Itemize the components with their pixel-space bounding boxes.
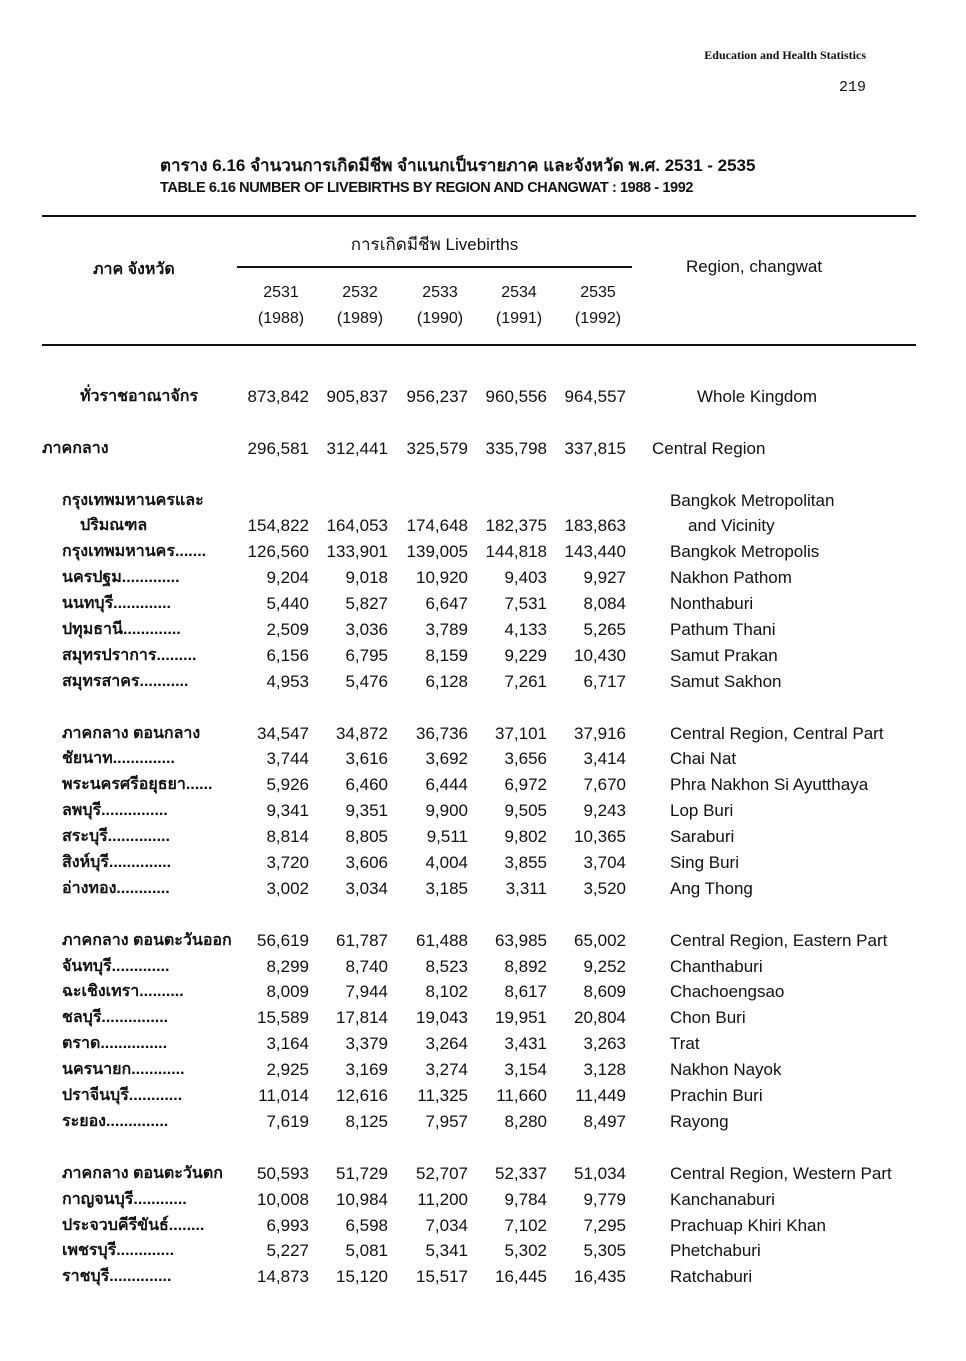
row-label-english: Phetchaburi (670, 1241, 761, 1261)
row-label-thai: ภาคกลาง ตอนตะวันตก (62, 1164, 223, 1182)
table-row (0, 643, 966, 669)
row-label-thai: ตราด............... (62, 1035, 168, 1053)
livebirths-value: 9,018 (345, 568, 388, 588)
livebirths-value: 143,440 (564, 542, 626, 562)
table-group (0, 1161, 966, 1290)
row-label-english: Chai Nat (670, 749, 737, 769)
livebirths-value: 3,034 (345, 878, 388, 898)
livebirths-value: 10,430 (574, 645, 626, 665)
row-label-english: Prachuap Khiri Khan (670, 1215, 826, 1235)
livebirths-value: 5,305 (583, 1241, 626, 1261)
year-header-ce: (1990) (416, 310, 464, 327)
row-label-thai: ชลบุรี............... (62, 1009, 169, 1027)
livebirths-value: 3,036 (345, 620, 388, 640)
table-row (0, 1187, 966, 1213)
row-label-thai: สระบุรี.............. (62, 828, 170, 846)
livebirths-value: 8,102 (425, 982, 468, 1002)
table-row (0, 436, 966, 462)
livebirths-value: 19,951 (495, 1008, 547, 1028)
row-label-english: Saraburi (670, 827, 735, 847)
livebirths-value: 164,053 (326, 516, 388, 536)
row-label-english: Samut Prakan (670, 645, 778, 665)
livebirths-value: 37,916 (574, 723, 626, 743)
year-header-ce: (1989) (336, 310, 384, 327)
livebirths-value: 6,444 (425, 775, 468, 795)
livebirths-value: 964,557 (564, 387, 626, 406)
livebirths-value: 5,341 (425, 1241, 468, 1261)
livebirths-value: 5,302 (504, 1241, 547, 1261)
livebirths-value: 126,560 (247, 542, 309, 562)
header-bottom-rule (42, 344, 916, 346)
livebirths-value: 3,164 (266, 1034, 309, 1054)
livebirths-value: 34,872 (336, 723, 388, 743)
table-row (0, 746, 966, 772)
row-label-english: Kanchanaburi (670, 1189, 775, 1209)
livebirths-value: 61,488 (416, 930, 468, 950)
table-group (0, 721, 966, 902)
livebirths-value: 8,805 (345, 827, 388, 847)
livebirths-value: 50,593 (257, 1163, 309, 1183)
livebirths-value: 17,814 (336, 1008, 388, 1028)
row-label-english: Central Region, Central Part (670, 723, 884, 743)
row-label-thai: ราชบุรี.............. (62, 1268, 172, 1286)
livebirths-value: 3,606 (345, 853, 388, 873)
row-label-english: Pathum Thani (670, 620, 776, 640)
livebirths-value: 182,375 (485, 516, 547, 536)
table-body (0, 384, 966, 1290)
table-row (0, 1213, 966, 1239)
row-label-thai: เพชรบุรี............. (62, 1242, 175, 1260)
year-header-ce: (1992) (574, 310, 622, 327)
livebirths-value: 15,120 (336, 1267, 388, 1287)
table-group (0, 488, 966, 695)
livebirths-value: 154,822 (247, 516, 309, 536)
livebirths-value: 3,185 (425, 878, 468, 898)
livebirths-value: 7,670 (583, 775, 626, 795)
table-group (0, 436, 966, 462)
livebirths-value: 5,081 (345, 1241, 388, 1261)
livebirths-value: 15,517 (416, 1267, 468, 1287)
row-label-thai: กรุงเทพมหานครและ (62, 491, 204, 509)
table-row (0, 824, 966, 850)
table-row (0, 513, 966, 539)
table-row (0, 721, 966, 747)
livebirths-value: 10,365 (574, 827, 626, 847)
table-row (0, 954, 966, 980)
livebirths-value: 9,341 (266, 801, 309, 821)
livebirths-value: 3,616 (345, 749, 388, 769)
row-label-english: Ratchaburi (670, 1267, 753, 1287)
row-label-thai: สิงห์บุรี.............. (62, 854, 172, 872)
livebirths-value: 10,008 (257, 1189, 309, 1209)
livebirths-value: 5,440 (266, 594, 309, 614)
livebirths-value: 2,509 (266, 620, 309, 640)
table-top-rule (42, 215, 916, 217)
year-header-be: 2531 (263, 284, 299, 301)
livebirths-value: 16,445 (495, 1267, 547, 1287)
livebirths-value: 14,873 (257, 1267, 309, 1287)
livebirths-value: 9,511 (426, 827, 468, 847)
row-label-thai: ทั่วราชอาณาจักร (80, 388, 199, 405)
livebirths-value: 9,802 (504, 827, 547, 847)
table-group (0, 384, 966, 410)
table-row (0, 1005, 966, 1031)
livebirths-value: 183,863 (564, 516, 626, 536)
row-label-english: Chanthaburi (670, 956, 763, 976)
livebirths-value: 9,900 (425, 801, 468, 821)
livebirths-value: 2,925 (266, 1060, 309, 1080)
livebirths-value: 3,855 (504, 853, 547, 873)
livebirths-value: 8,523 (425, 956, 468, 976)
livebirths-value: 8,084 (583, 594, 626, 614)
livebirths-value: 63,985 (495, 930, 547, 950)
livebirths-value: 3,789 (425, 620, 468, 640)
livebirths-value: 905,837 (326, 387, 388, 406)
livebirths-value: 5,227 (266, 1241, 309, 1261)
table-row (0, 1083, 966, 1109)
livebirths-value: 5,476 (345, 671, 388, 691)
row-label-english: Chon Buri (670, 1008, 746, 1028)
year-header-be: 2533 (422, 284, 458, 301)
livebirths-value: 3,169 (345, 1060, 388, 1080)
livebirths-value: 3,520 (583, 878, 626, 898)
livebirths-value: 6,647 (425, 594, 468, 614)
livebirths-value: 65,002 (574, 930, 626, 950)
livebirths-value: 3,263 (583, 1034, 626, 1054)
livebirths-value: 16,435 (574, 1267, 626, 1287)
livebirths-value: 133,901 (326, 542, 388, 562)
row-label-english: Sing Buri (670, 853, 739, 873)
table-title-english: TABLE 6.16 NUMBER OF LIVEBIRTHS BY REGION AND CHANGWAT : 1988 - 1992 (160, 180, 694, 196)
table-row (0, 591, 966, 617)
livebirths-value: 37,101 (495, 723, 547, 743)
livebirths-value: 7,619 (266, 1111, 309, 1131)
livebirths-value: 7,957 (425, 1111, 468, 1131)
row-label-thai: อ่างทอง............ (62, 879, 170, 897)
table-row (0, 1031, 966, 1057)
livebirths-value: 174,648 (406, 516, 468, 536)
livebirths-value: 5,265 (583, 620, 626, 640)
livebirths-value: 15,589 (257, 1008, 309, 1028)
livebirths-value: 3,311 (505, 878, 547, 898)
livebirths-value: 8,892 (504, 956, 547, 976)
row-label-english: Lop Buri (670, 801, 734, 821)
livebirths-value: 7,944 (345, 982, 388, 1002)
livebirths-value: 3,002 (266, 878, 309, 898)
livebirths-value: 56,619 (257, 930, 309, 950)
region-column-header-english: Region, changwat (686, 257, 823, 276)
livebirths-value: 144,818 (485, 542, 547, 562)
livebirths-value: 8,814 (266, 827, 309, 847)
livebirths-value: 312,441 (326, 438, 388, 458)
row-label-english: Central Region, Western Part (670, 1163, 892, 1183)
livebirths-value: 3,414 (583, 749, 626, 769)
livebirths-value: 51,034 (574, 1163, 626, 1183)
row-label-thai: ชัยนาท.............. (62, 750, 175, 768)
livebirths-value: 3,704 (583, 853, 626, 873)
row-label-thai: นครนายก............ (62, 1061, 185, 1079)
livebirths-value: 52,337 (495, 1163, 547, 1183)
livebirths-value: 19,043 (416, 1008, 468, 1028)
row-label-thai: กาญจนบุรี............ (62, 1190, 187, 1208)
livebirths-value: 6,156 (266, 645, 309, 665)
table-row (0, 539, 966, 565)
livebirths-value: 7,531 (504, 594, 547, 614)
row-label-thai: ระยอง.............. (62, 1112, 169, 1130)
livebirths-value: 51,729 (336, 1163, 388, 1183)
row-label-english: Whole Kingdom (697, 387, 818, 406)
row-label-thai: ปริมณฑล (80, 517, 148, 535)
row-label-english: Bangkok Metropolis (670, 542, 820, 562)
year-header-ce: (1988) (257, 310, 305, 327)
row-label-english: Nakhon Nayok (670, 1060, 782, 1080)
livebirths-value: 12,616 (336, 1086, 388, 1106)
year-header-be: 2534 (501, 284, 537, 301)
row-label-thai: ลพบุรี............... (62, 802, 168, 820)
livebirths-value: 6,993 (266, 1215, 309, 1235)
livebirths-value: 6,460 (345, 775, 388, 795)
livebirths-value: 956,237 (406, 387, 468, 406)
table-row (0, 1264, 966, 1290)
livebirths-value: 3,154 (504, 1060, 547, 1080)
livebirths-value: 3,128 (583, 1060, 626, 1080)
livebirths-value: 5,827 (345, 594, 388, 614)
livebirths-value: 6,598 (345, 1215, 388, 1235)
livebirths-value: 4,133 (504, 620, 547, 640)
table-row (0, 488, 966, 514)
livebirths-value: 960,556 (485, 387, 547, 406)
livebirths-value: 6,717 (583, 671, 626, 691)
livebirths-value: 325,579 (406, 438, 468, 458)
table-row (0, 617, 966, 643)
table-row (0, 1238, 966, 1264)
livebirths-value: 11,449 (575, 1086, 626, 1106)
row-label-english: Phra Nakhon Si Ayutthaya (670, 775, 869, 795)
running-header: Education and Health Statistics (704, 48, 866, 62)
table-row (0, 772, 966, 798)
row-label-english: Central Region (652, 438, 766, 458)
livebirths-value: 6,972 (504, 775, 547, 795)
livebirths-value: 8,280 (504, 1111, 547, 1131)
year-header-be: 2535 (580, 284, 616, 301)
table-row (0, 979, 966, 1005)
livebirths-value: 61,787 (336, 930, 388, 950)
livebirths-value: 5,926 (266, 775, 309, 795)
table-row (0, 850, 966, 876)
livebirths-value: 9,403 (504, 568, 547, 588)
livebirths-value: 7,261 (504, 671, 547, 691)
livebirths-value: 3,274 (425, 1060, 468, 1080)
livebirths-value: 8,125 (345, 1111, 388, 1131)
livebirths-value: 3,431 (504, 1034, 547, 1054)
livebirths-value: 7,102 (504, 1215, 547, 1235)
livebirths-value: 10,920 (416, 568, 468, 588)
livebirths-value: 7,034 (425, 1215, 468, 1235)
livebirths-value: 9,243 (583, 801, 626, 821)
row-label-thai: นครปฐม............. (62, 569, 180, 587)
livebirths-value: 3,692 (425, 749, 468, 769)
year-header-be: 2532 (342, 284, 378, 301)
livebirths-value: 8,617 (504, 982, 547, 1002)
livebirths-column-group-header: การเกิดมีชีพ Livebirths (350, 235, 519, 254)
table-row (0, 1057, 966, 1083)
row-label-english: Ang Thong (670, 878, 753, 898)
livebirths-value: 6,128 (425, 671, 468, 691)
livebirths-value: 3,720 (266, 853, 309, 873)
table-row (0, 1161, 966, 1187)
livebirths-value: 337,815 (564, 438, 626, 458)
livebirths-value: 873,842 (247, 387, 309, 406)
livebirths-value: 20,804 (574, 1008, 626, 1028)
livebirths-value: 8,609 (583, 982, 626, 1002)
livebirths-value: 36,736 (416, 723, 468, 743)
row-label-english: Chachoengsao (670, 982, 785, 1002)
row-label-english: Nakhon Pathom (670, 568, 792, 588)
livebirths-value: 3,744 (266, 749, 309, 769)
livebirths-value: 9,784 (504, 1189, 547, 1209)
livebirths-value: 8,497 (583, 1111, 626, 1131)
livebirths-value: 52,707 (416, 1163, 468, 1183)
row-label-english: Rayong (670, 1111, 729, 1131)
livebirths-value: 6,795 (345, 645, 388, 665)
livebirths-value: 335,798 (485, 438, 547, 458)
row-label-english: Bangkok Metropolitan (670, 490, 835, 510)
livebirths-value: 8,159 (425, 645, 468, 665)
livebirths-value: 3,264 (425, 1034, 468, 1054)
table-row (0, 565, 966, 591)
row-label-english: Samut Sakhon (670, 671, 782, 691)
table-row (0, 928, 966, 954)
table-title-thai: ตาราง 6.16 จำนวนการเกิดมีชีพ จำแนกเป็นรายภาค และจังหวัด พ.ศ. 2531 - 2535 (160, 156, 756, 175)
page-number: 219 (838, 79, 866, 96)
livebirths-value: 34,547 (257, 723, 309, 743)
region-column-header-thai: ภาค จังหวัด (93, 261, 175, 278)
table-row (0, 669, 966, 695)
row-label-thai: พระนครศรีอยุธยา...... (62, 776, 213, 794)
livebirths-value: 8,009 (266, 982, 309, 1002)
livebirths-value: 9,927 (583, 568, 626, 588)
livebirths-value: 3,656 (504, 749, 547, 769)
row-label-english: Central Region, Eastern Part (670, 930, 888, 950)
row-label-thai: นนทบุรี............. (62, 595, 171, 613)
livebirths-value: 9,252 (583, 956, 626, 976)
livebirths-value: 11,660 (496, 1086, 547, 1106)
row-label-thai: จันทบุรี............. (62, 957, 170, 975)
row-label-thai: ฉะเชิงเทรา.......... (62, 983, 184, 1001)
table-row (0, 384, 966, 410)
row-label-english: Nonthaburi (670, 594, 754, 614)
livebirths-value: 8,299 (266, 956, 309, 976)
livebirths-value: 9,204 (266, 568, 309, 588)
livebirths-value: 4,953 (266, 671, 309, 691)
livebirths-value: 10,984 (336, 1189, 388, 1209)
row-label-thai: กรุงเทพมหานคร....... (62, 543, 207, 561)
row-label-english: Trat (670, 1034, 700, 1054)
row-label-english: and Vicinity (688, 516, 775, 536)
livebirths-value: 9,779 (583, 1189, 626, 1209)
livebirths-value: 3,379 (345, 1034, 388, 1054)
row-label-thai: ปทุมธานี............. (62, 621, 181, 639)
row-label-thai: ประจวบคีรีขันธ์........ (62, 1216, 205, 1234)
row-label-thai: ปราจีนบุรี............ (62, 1087, 183, 1105)
row-label-thai: ภาคกลาง ตอนตะวันออก (62, 931, 232, 949)
livebirths-value: 11,200 (417, 1189, 468, 1209)
column-group-rule (237, 266, 632, 268)
row-label-english: Prachin Buri (670, 1086, 763, 1106)
livebirths-value: 9,505 (504, 801, 547, 821)
row-label-thai: สมุทรสาคร........... (62, 672, 189, 690)
row-label-thai: ภาคกลาง ตอนกลาง (62, 724, 201, 742)
row-label-thai: ภาคกลาง (42, 439, 109, 457)
livebirths-value: 139,005 (406, 542, 468, 562)
livebirths-value: 8,740 (345, 956, 388, 976)
table-row (0, 876, 966, 902)
livebirths-value: 11,014 (258, 1086, 309, 1106)
livebirths-value: 11,325 (417, 1086, 468, 1106)
table-row (0, 1109, 966, 1135)
row-label-thai: สมุทรปราการ......... (62, 646, 197, 664)
table-group (0, 928, 966, 1135)
year-header-ce: (1991) (495, 310, 543, 327)
livebirths-value: 4,004 (425, 853, 468, 873)
livebirths-value: 7,295 (583, 1215, 626, 1235)
livebirths-value: 9,229 (504, 645, 547, 665)
livebirths-value: 296,581 (247, 438, 309, 458)
table-row (0, 798, 966, 824)
livebirths-value: 9,351 (345, 801, 388, 821)
